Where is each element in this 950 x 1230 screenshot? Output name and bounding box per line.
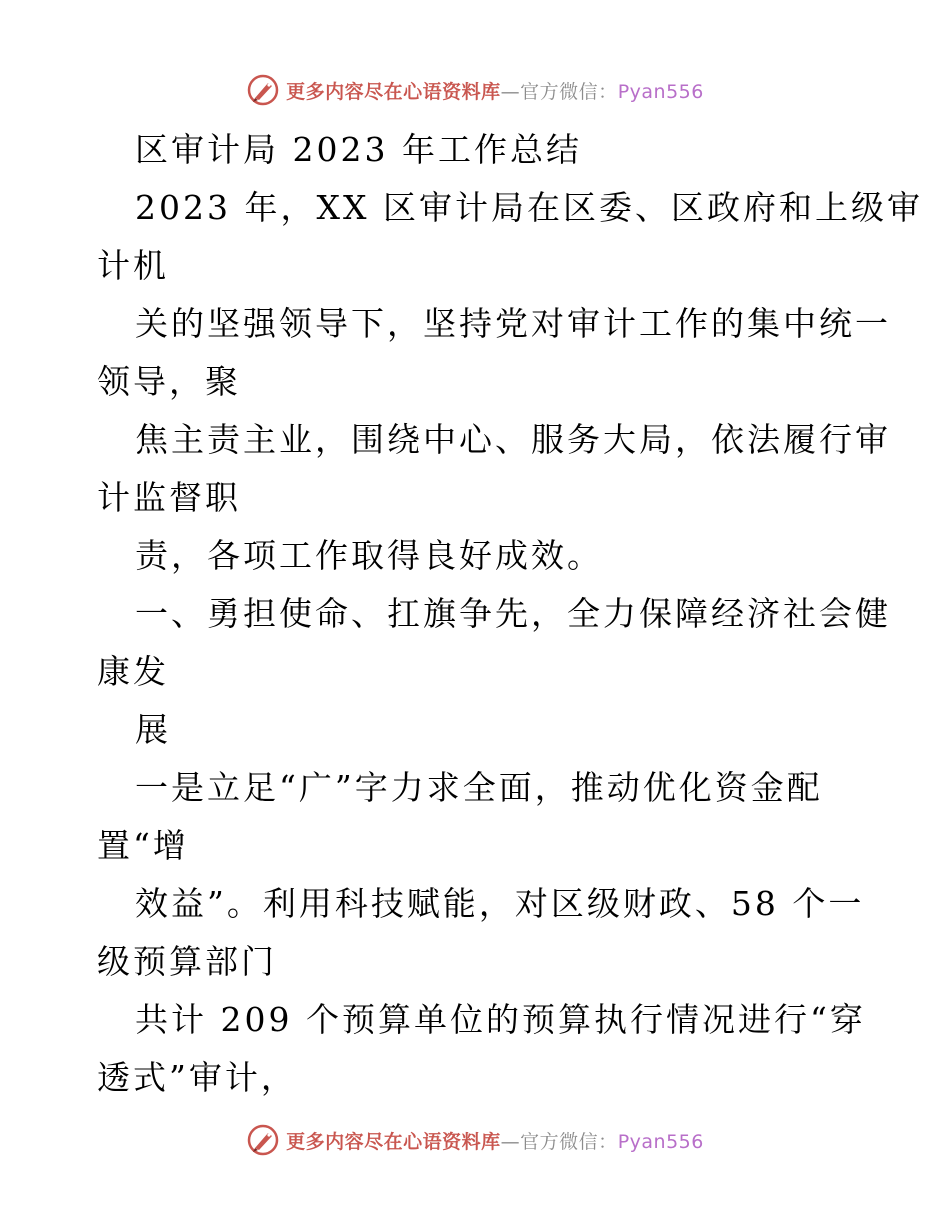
paragraph-line: 透式”审计，	[97, 1058, 297, 1097]
watermark-wechat-id: Pyan556	[617, 1130, 704, 1153]
watermark-separator: —	[500, 80, 521, 103]
watermark-site-name: 更多内容尽在心语资料库	[286, 80, 501, 103]
section-heading-cont: 展	[135, 710, 171, 749]
paragraph-line: 效益”。利用科技赋能，对区级财政、58 个一	[135, 884, 865, 923]
paragraph-line: 级预算部门	[97, 942, 277, 981]
paragraph-line: 计监督职	[97, 478, 241, 517]
watermark-wechat-label: 官方微信：	[520, 1130, 618, 1153]
watermark-text	[286, 77, 704, 104]
watermark-site-name: 更多内容尽在心语资料库	[286, 1130, 501, 1153]
footer-watermark	[0, 1120, 950, 1160]
paragraph-line: 责，各项工作取得良好成效。	[135, 536, 603, 575]
section-heading-cont: 康发	[97, 652, 169, 691]
watermark-separator: —	[500, 1130, 521, 1153]
watermark-wechat-label: 官方微信：	[520, 80, 618, 103]
pen-nib-seal-icon	[246, 73, 280, 107]
watermark-text	[286, 1127, 704, 1154]
header-watermark	[0, 70, 950, 110]
watermark-wechat-id: Pyan556	[617, 80, 704, 103]
paragraph-line: 共计 209 个预算单位的预算执行情况进行“穿	[135, 1000, 866, 1039]
paragraph-line: 焦主责主业，围绕中心、服务大局，依法履行审	[135, 420, 891, 459]
document-title: 区审计局 2023 年工作总结	[135, 130, 582, 169]
section-heading: 一、勇担使命、扛旗争先，全力保障经济社会健	[135, 594, 891, 633]
paragraph-line: 计机	[97, 246, 169, 285]
paragraph-line: 2023 年，XX 区审计局在区委、区政府和上级审	[135, 188, 923, 227]
paragraph-line: 领导，聚	[97, 362, 241, 401]
paragraph-line: 关的坚强领导下，坚持党对审计工作的集中统一	[135, 304, 891, 343]
paragraph-line: 一是立足“广”字力求全面，推动优化资金配	[135, 768, 823, 807]
pen-nib-seal-icon	[246, 1123, 280, 1157]
paragraph-line: 置“增	[97, 826, 189, 865]
